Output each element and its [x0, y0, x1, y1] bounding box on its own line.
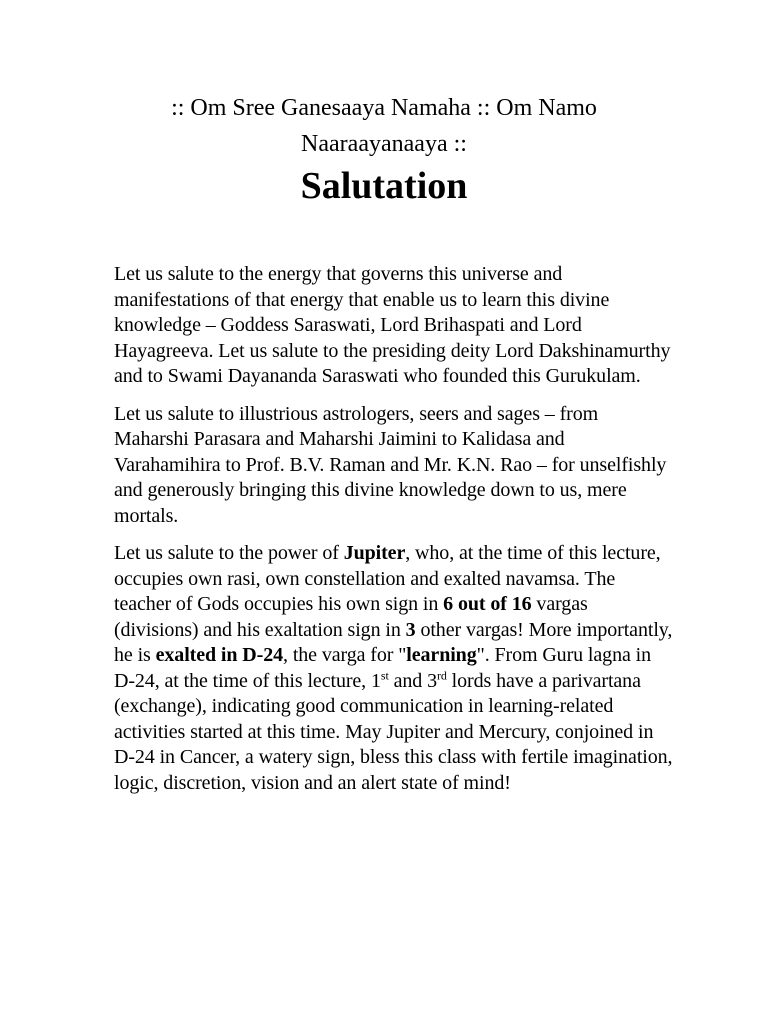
superscript-st: st: [380, 667, 389, 682]
body-text: [114, 262, 674, 808]
bold-jupiter: Jupiter: [343, 542, 406, 564]
bold-count: 6 out of 16: [443, 593, 532, 615]
text-run: lords have a parivartana (exchange), indicating good communication in learning-related activities started at this time. May Jupiter and Mercury, conjoined in D-24 in Cancer, a watery sign, bless this class with fertile imagination, logic, discretion, vision and an alert state of mind!: [114, 669, 673, 794]
text-run: vargas (divisions) and his exaltation sign in: [114, 593, 588, 641]
paragraph-3: [114, 541, 674, 796]
page-title: Salutation: [300, 165, 468, 207]
paragraph-2: Let us salute to illustrious astrologers, seers and sages – from Maharshi Parasara and Maharshi Jaimini to Kalidasa and Varahamihira to Prof. B.V. Raman and Mr. K.N. Rao – for unselfishly and generously bringing this divine knowledge down to us, mere mortals.: [114, 402, 667, 527]
text-run: ". From Guru lagna in D-24, at the time of this lecture, 1: [114, 644, 651, 692]
invocation-line: :: Om Sree Ganesaaya Namaha :: Om Namo Naaraayanaaya ::: [171, 95, 597, 157]
superscript-rd: rd: [436, 667, 447, 682]
text-run: and 3: [388, 669, 437, 692]
bold-exalted: exalted in D-24: [155, 644, 284, 666]
bold-number: 3: [405, 618, 416, 641]
paragraph-1: Let us salute to the energy that governs this universe and manifestations of that energy that enable us to learn this divine knowledge – Goddess Saraswati, Lord Brihaspati and Lord Hayagreeva. Let us salute to the presiding deity Lord Dakshinamurthy and to Swami Dayananda Saraswati who founded this Gurukulam.: [114, 263, 671, 387]
bold-learning: learning: [406, 644, 477, 666]
text-run: , who, at the time of this lecture, occupies own rasi, own constellation and exalted navamsa. The teacher of Gods occupies his own sign in: [114, 542, 661, 615]
text-run: Let us salute to the power of: [114, 542, 344, 564]
text-run: , the varga for ": [283, 644, 407, 666]
text-run: other vargas! More importantly, he is: [114, 618, 673, 666]
